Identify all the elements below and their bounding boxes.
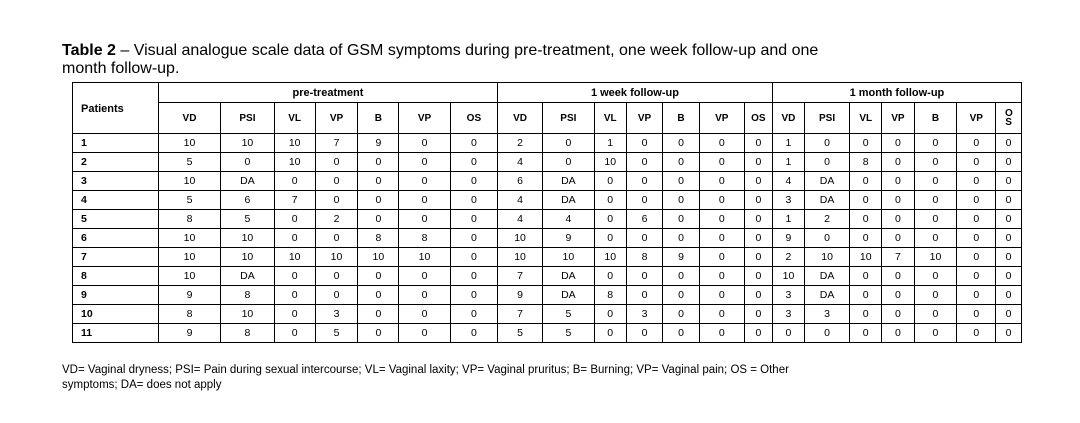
value-cell: 10	[594, 248, 626, 267]
value-cell: 0	[450, 191, 497, 210]
column-header: VP	[399, 103, 451, 134]
table-row	[73, 191, 1022, 210]
value-cell: 9	[498, 286, 543, 305]
value-cell: 0	[882, 229, 914, 248]
value-cell: 10	[399, 248, 451, 267]
value-cell: 0	[882, 191, 914, 210]
value-cell: 0	[221, 153, 275, 172]
value-cell: 7	[315, 134, 358, 153]
table-row	[73, 324, 1022, 343]
column-header: VP	[699, 103, 744, 134]
value-cell: 0	[358, 267, 399, 286]
value-cell: 3	[805, 305, 850, 324]
value-cell: 0	[882, 153, 914, 172]
value-cell: 3	[772, 286, 804, 305]
value-cell: 0	[626, 172, 662, 191]
value-cell: 0	[996, 229, 1022, 248]
value-cell: 2	[772, 248, 804, 267]
value-cell: 0	[594, 191, 626, 210]
value-cell: 0	[882, 267, 914, 286]
value-cell: 3	[626, 305, 662, 324]
gsm-symptoms-table	[72, 82, 1022, 343]
value-cell: 0	[850, 305, 882, 324]
value-cell: 0	[957, 324, 996, 343]
value-cell: 0	[957, 229, 996, 248]
value-cell: 0	[850, 229, 882, 248]
value-cell: 0	[663, 324, 699, 343]
value-cell: 0	[882, 210, 914, 229]
value-cell: 0	[914, 172, 957, 191]
patient-id-cell: 2	[73, 153, 159, 172]
value-cell: 3	[315, 305, 358, 324]
value-cell: 9	[663, 248, 699, 267]
value-cell: 10	[158, 248, 220, 267]
patient-id-cell: 5	[73, 210, 159, 229]
value-cell: 8	[399, 229, 451, 248]
patient-id-cell: 9	[73, 286, 159, 305]
value-cell: 9	[772, 229, 804, 248]
value-cell: 10	[358, 248, 399, 267]
column-header: VP	[882, 103, 914, 134]
value-cell: 4	[772, 172, 804, 191]
value-cell: 8	[358, 229, 399, 248]
value-cell: 0	[663, 153, 699, 172]
value-cell: 0	[543, 134, 595, 153]
value-cell: 0	[699, 153, 744, 172]
value-cell: 0	[914, 305, 957, 324]
value-cell: 8	[158, 210, 220, 229]
value-cell: 0	[626, 229, 662, 248]
value-cell: 7	[498, 305, 543, 324]
column-header: PSI	[543, 103, 595, 134]
value-cell: 0	[626, 286, 662, 305]
value-cell: DA	[805, 191, 850, 210]
value-cell: 0	[850, 286, 882, 305]
value-cell: 10	[158, 267, 220, 286]
value-cell: 10	[274, 248, 315, 267]
table-row	[73, 134, 1022, 153]
value-cell: 0	[450, 153, 497, 172]
value-cell: 0	[594, 305, 626, 324]
value-cell: 5	[315, 324, 358, 343]
column-header: OS	[450, 103, 497, 134]
value-cell: 0	[957, 210, 996, 229]
value-cell: 10	[158, 172, 220, 191]
value-cell: 6	[221, 191, 275, 210]
value-cell: 0	[274, 172, 315, 191]
value-cell: 0	[850, 210, 882, 229]
value-cell: 0	[744, 286, 772, 305]
value-cell: 0	[850, 134, 882, 153]
value-cell: 0	[315, 153, 358, 172]
patient-id-cell: 3	[73, 172, 159, 191]
value-cell: 10	[274, 134, 315, 153]
value-cell: 2	[805, 210, 850, 229]
value-cell: 0	[850, 191, 882, 210]
value-cell: 1	[772, 210, 804, 229]
value-cell: 1	[594, 134, 626, 153]
table-row	[73, 153, 1022, 172]
value-cell: 0	[663, 210, 699, 229]
value-cell: 0	[957, 286, 996, 305]
value-cell: DA	[805, 172, 850, 191]
value-cell: 0	[996, 286, 1022, 305]
value-cell: 0	[626, 324, 662, 343]
value-cell: 0	[882, 134, 914, 153]
value-cell: 7	[498, 267, 543, 286]
value-cell: 1	[772, 134, 804, 153]
value-cell: 0	[399, 210, 451, 229]
value-cell: 0	[315, 267, 358, 286]
value-cell: 5	[221, 210, 275, 229]
value-cell: 0	[399, 153, 451, 172]
value-cell: 0	[358, 191, 399, 210]
value-cell: DA	[221, 267, 275, 286]
value-cell: 0	[274, 267, 315, 286]
value-cell: 5	[158, 191, 220, 210]
value-cell: 0	[744, 248, 772, 267]
column-header: B	[663, 103, 699, 134]
patient-id-cell: 7	[73, 248, 159, 267]
value-cell: 5	[543, 305, 595, 324]
value-cell: 0	[543, 153, 595, 172]
value-cell: 0	[594, 210, 626, 229]
value-cell: 0	[699, 191, 744, 210]
value-cell: 0	[699, 267, 744, 286]
patient-id-cell: 11	[73, 324, 159, 343]
value-cell: 0	[274, 210, 315, 229]
value-cell: 0	[882, 286, 914, 305]
value-cell: 0	[699, 134, 744, 153]
table-footnote: VD= Vaginal dryness; PSI= Pain during sexual intercourse; VL= Vaginal laxity; VP= Vaginal pruritus; B= Burning; VP= Vaginal pain; OS = Other symptoms; DA= does not apply	[62, 364, 789, 391]
value-cell: 0	[450, 172, 497, 191]
value-cell: 5	[158, 153, 220, 172]
value-cell: 10	[498, 248, 543, 267]
value-cell: 0	[805, 153, 850, 172]
value-cell: DA	[543, 267, 595, 286]
value-cell: 0	[744, 172, 772, 191]
column-header: VD	[772, 103, 804, 134]
value-cell: 0	[996, 153, 1022, 172]
column-header: VL	[274, 103, 315, 134]
value-cell: 0	[358, 286, 399, 305]
value-cell: 0	[663, 286, 699, 305]
value-cell: 10	[221, 305, 275, 324]
column-header	[996, 103, 1022, 134]
value-cell: 0	[914, 324, 957, 343]
value-cell: 0	[744, 267, 772, 286]
value-cell: 0	[996, 210, 1022, 229]
value-cell: 0	[315, 172, 358, 191]
value-cell: 6	[626, 210, 662, 229]
table-row	[73, 229, 1022, 248]
value-cell: 0	[882, 305, 914, 324]
column-header-label: OS	[1005, 107, 1013, 128]
value-cell: 8	[221, 324, 275, 343]
value-cell: 0	[744, 153, 772, 172]
value-cell: 8	[594, 286, 626, 305]
value-cell: DA	[543, 172, 595, 191]
value-cell: 0	[663, 172, 699, 191]
value-cell: 0	[744, 229, 772, 248]
column-header: VL	[850, 103, 882, 134]
value-cell: 0	[594, 324, 626, 343]
value-cell: 0	[626, 134, 662, 153]
value-cell: 0	[957, 134, 996, 153]
value-cell: 0	[914, 267, 957, 286]
value-cell: 0	[914, 210, 957, 229]
value-cell: 0	[663, 305, 699, 324]
value-cell: 10	[274, 153, 315, 172]
value-cell: 0	[882, 172, 914, 191]
value-cell: 0	[914, 286, 957, 305]
patient-id-cell: 6	[73, 229, 159, 248]
value-cell: 10	[850, 248, 882, 267]
value-cell: 0	[626, 153, 662, 172]
table-row	[73, 305, 1022, 324]
table-row	[73, 267, 1022, 286]
value-cell: DA	[805, 267, 850, 286]
value-cell: 0	[744, 191, 772, 210]
value-cell: 0	[772, 324, 804, 343]
value-cell: 0	[399, 191, 451, 210]
value-cell: 0	[274, 286, 315, 305]
value-cell: 0	[699, 248, 744, 267]
value-cell: 0	[850, 172, 882, 191]
value-cell: 0	[663, 134, 699, 153]
group-header: 1 month follow-up	[772, 83, 1021, 103]
value-cell: 0	[399, 286, 451, 305]
value-cell: 0	[274, 229, 315, 248]
value-cell: 0	[850, 267, 882, 286]
patient-id-cell: 10	[73, 305, 159, 324]
value-cell: 0	[274, 324, 315, 343]
value-cell: 0	[699, 172, 744, 191]
value-cell: 9	[358, 134, 399, 153]
value-cell: 4	[498, 210, 543, 229]
value-cell: 10	[805, 248, 850, 267]
value-cell: 0	[996, 134, 1022, 153]
value-cell: 0	[914, 229, 957, 248]
value-cell: 0	[957, 172, 996, 191]
table-row	[73, 286, 1022, 305]
value-cell: DA	[805, 286, 850, 305]
table-row	[73, 172, 1022, 191]
value-cell: 0	[663, 229, 699, 248]
value-cell: 0	[450, 267, 497, 286]
value-cell: 0	[744, 305, 772, 324]
value-cell: 10	[221, 229, 275, 248]
value-cell: 5	[498, 324, 543, 343]
value-cell: 10	[221, 248, 275, 267]
column-header: PSI	[805, 103, 850, 134]
column-header: B	[358, 103, 399, 134]
value-cell: 0	[626, 191, 662, 210]
value-cell: 0	[914, 134, 957, 153]
value-cell: 0	[996, 305, 1022, 324]
column-header: PSI	[221, 103, 275, 134]
value-cell: 0	[358, 153, 399, 172]
patient-id-cell: 8	[73, 267, 159, 286]
value-cell: 0	[699, 286, 744, 305]
value-cell: 0	[744, 324, 772, 343]
value-cell: 0	[399, 324, 451, 343]
value-cell: 0	[699, 210, 744, 229]
value-cell: 8	[626, 248, 662, 267]
value-cell: 0	[626, 267, 662, 286]
group-header: pre-treatment	[158, 83, 497, 103]
value-cell: 7	[882, 248, 914, 267]
value-cell: 0	[358, 305, 399, 324]
value-cell: 6	[498, 172, 543, 191]
value-cell: 0	[699, 229, 744, 248]
value-cell: 0	[805, 134, 850, 153]
value-cell: 8	[850, 153, 882, 172]
value-cell: 0	[957, 305, 996, 324]
value-cell: 0	[450, 324, 497, 343]
value-cell: 4	[498, 191, 543, 210]
column-header: VD	[498, 103, 543, 134]
column-header: VP	[315, 103, 358, 134]
value-cell: 0	[399, 134, 451, 153]
value-cell: 10	[158, 134, 220, 153]
value-cell: 0	[850, 324, 882, 343]
value-cell: 0	[957, 267, 996, 286]
column-header: VP	[626, 103, 662, 134]
value-cell: 0	[450, 305, 497, 324]
value-cell: DA	[543, 191, 595, 210]
value-cell: 0	[450, 210, 497, 229]
value-cell: 10	[543, 248, 595, 267]
value-cell: 0	[450, 229, 497, 248]
value-cell: 5	[543, 324, 595, 343]
value-cell: 0	[805, 324, 850, 343]
value-cell: 0	[663, 267, 699, 286]
value-cell: 0	[699, 305, 744, 324]
value-cell: 0	[399, 267, 451, 286]
value-cell: 0	[744, 134, 772, 153]
column-header: OS	[744, 103, 772, 134]
value-cell: 0	[315, 286, 358, 305]
value-cell: 7	[274, 191, 315, 210]
value-cell: 0	[957, 248, 996, 267]
value-cell: 10	[914, 248, 957, 267]
value-cell: 0	[399, 305, 451, 324]
value-cell: 0	[594, 172, 626, 191]
value-cell: 1	[772, 153, 804, 172]
value-cell: 10	[158, 229, 220, 248]
value-cell: 0	[594, 267, 626, 286]
table-caption	[62, 42, 822, 78]
value-cell: 0	[274, 305, 315, 324]
value-cell: 2	[498, 134, 543, 153]
table-row	[73, 210, 1022, 229]
value-cell: 10	[594, 153, 626, 172]
value-cell: 0	[914, 191, 957, 210]
value-cell: 0	[315, 191, 358, 210]
value-cell: 0	[699, 324, 744, 343]
group-header: 1 week follow-up	[498, 83, 773, 103]
patient-id-cell: 1	[73, 134, 159, 153]
value-cell: 0	[996, 324, 1022, 343]
value-cell: 3	[772, 305, 804, 324]
value-cell: 10	[315, 248, 358, 267]
value-cell: 0	[996, 248, 1022, 267]
value-cell: 0	[996, 267, 1022, 286]
value-cell: 9	[158, 324, 220, 343]
column-header: VP	[957, 103, 996, 134]
value-cell: 4	[498, 153, 543, 172]
value-cell: 0	[450, 248, 497, 267]
value-cell: 0	[957, 153, 996, 172]
value-cell: 8	[221, 286, 275, 305]
value-cell: 10	[498, 229, 543, 248]
value-cell: 0	[805, 229, 850, 248]
value-cell: 0	[450, 286, 497, 305]
value-cell: 0	[399, 172, 451, 191]
value-cell: 0	[914, 153, 957, 172]
value-cell: DA	[543, 286, 595, 305]
caption-label: Table 2	[62, 42, 116, 59]
value-cell: 0	[957, 191, 996, 210]
value-cell: 0	[882, 324, 914, 343]
column-header: VL	[594, 103, 626, 134]
value-cell: 2	[315, 210, 358, 229]
value-cell: 0	[663, 191, 699, 210]
value-cell: 8	[158, 305, 220, 324]
table-row	[73, 248, 1022, 267]
value-cell: 0	[744, 210, 772, 229]
value-cell: 0	[315, 229, 358, 248]
value-cell: 9	[158, 286, 220, 305]
value-cell: 0	[358, 210, 399, 229]
value-cell: 10	[772, 267, 804, 286]
value-cell: 10	[221, 134, 275, 153]
value-cell: 4	[543, 210, 595, 229]
caption-text: – Visual analogue scale data of GSM symptoms during pre-treatment, one week follow-up and one month follow-up.	[62, 42, 819, 77]
value-cell: 0	[594, 229, 626, 248]
value-cell: 9	[543, 229, 595, 248]
column-header: B	[914, 103, 957, 134]
value-cell: 0	[996, 191, 1022, 210]
column-header: VD	[158, 103, 220, 134]
patients-header: Patients	[73, 83, 159, 134]
value-cell: 0	[358, 172, 399, 191]
value-cell: 0	[996, 172, 1022, 191]
value-cell: 3	[772, 191, 804, 210]
value-cell: DA	[221, 172, 275, 191]
patient-id-cell: 4	[73, 191, 159, 210]
value-cell: 0	[450, 134, 497, 153]
value-cell: 0	[358, 324, 399, 343]
